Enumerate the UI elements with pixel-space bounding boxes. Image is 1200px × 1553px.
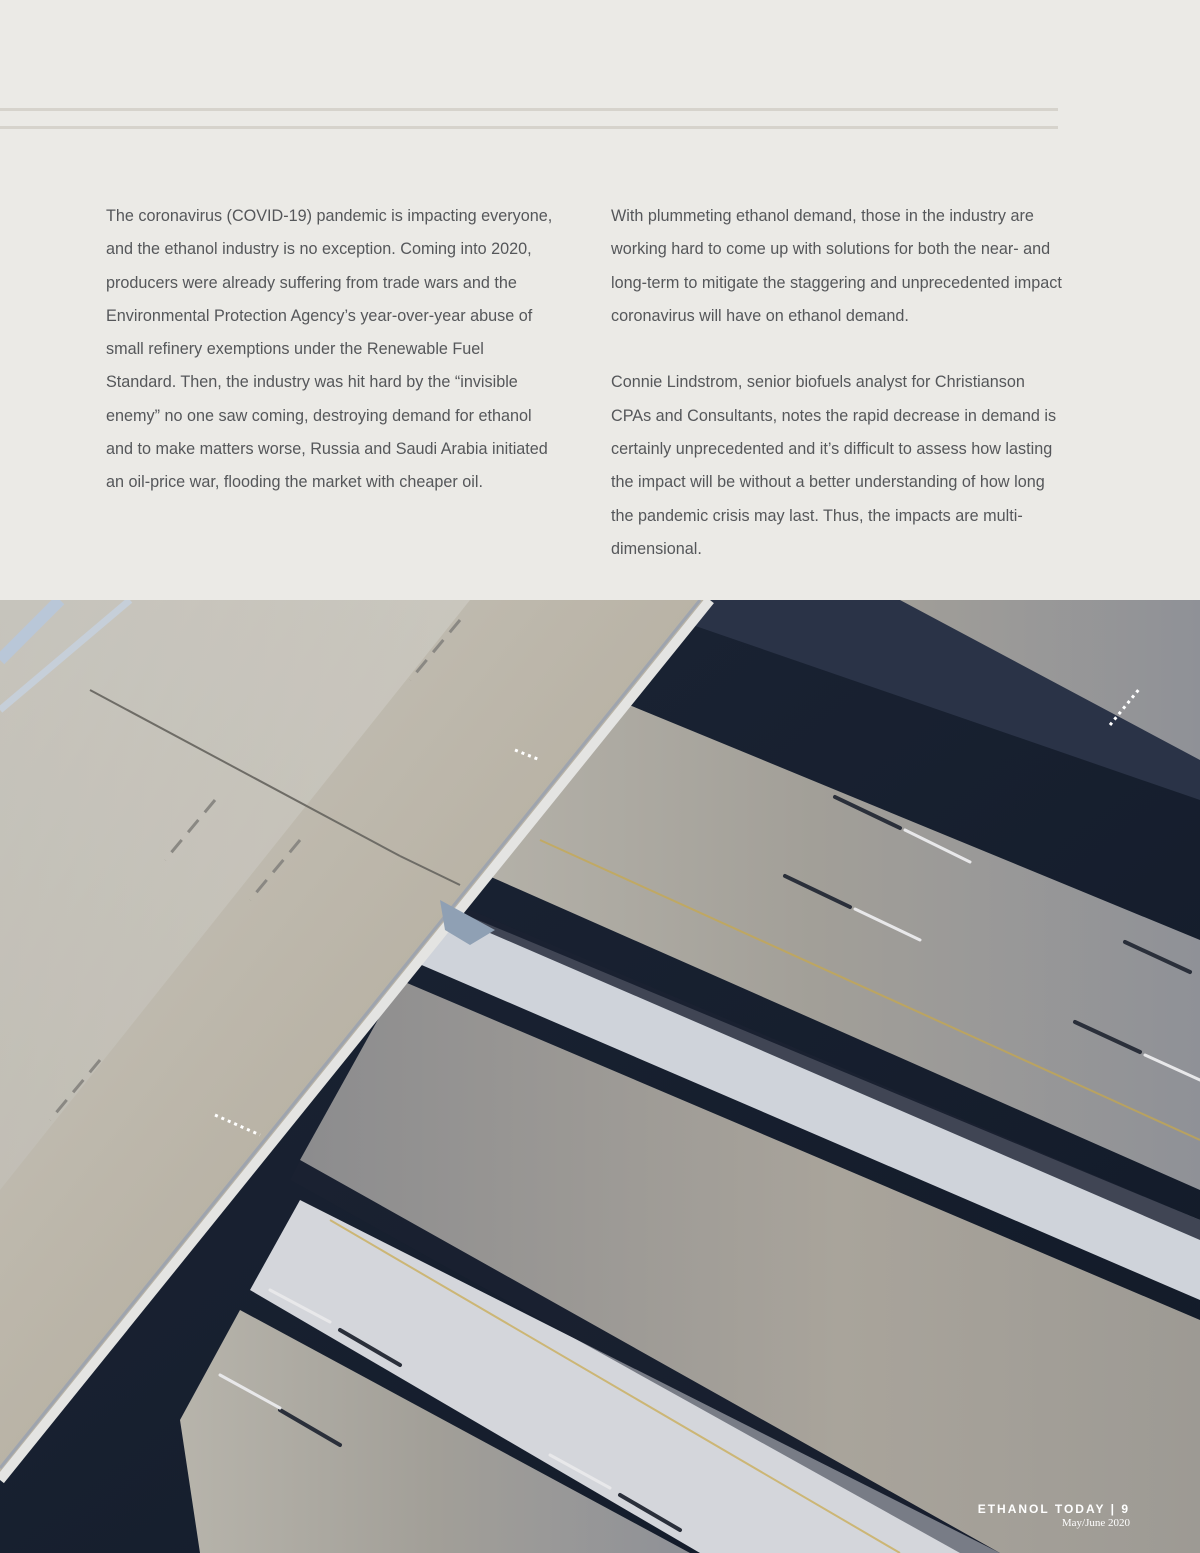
header-rule-top (0, 108, 1058, 111)
magazine-page-number: ETHANOL TODAY | 9 (977, 1502, 1130, 1516)
article-paragraph: Connie Lindstrom, senior biofuels analyst for Christianson CPAs and Consultants, notes the rapid decrease in demand is certainly unprecedented and it’s difficult to assess how lasting the impact will be without a better understanding of how long the pandemic crisis may last. Thus, the impacts are multi-dimensional. (611, 373, 1057, 558)
article-paragraph: The coronavirus (COVID-19) pandemic is impacting everyone, and the ethanol industry is no exception. Coming into 2020, producers were already suffering from trade wars and the Environmental Protection Agency’s year-over-year abuse of small refinery exemptions under the Renewable Fuel Standard. Then, the industry was hit hard by the “invisible enemy” no one saw coming, destroying demand for ethanol and to make matters worse, Russia and Saudi Arabia initiated an oil-price war, flooding the market with cheaper oil. (106, 207, 553, 492)
article-column-right (611, 200, 1063, 566)
header-rule-bottom (0, 126, 1058, 129)
page-footer (978, 1502, 1130, 1529)
issue-date: May/June 2020 (1061, 1517, 1130, 1529)
highway-overpass-photo (0, 600, 1200, 1553)
article-column-left (106, 200, 558, 500)
article-paragraph: With plummeting ethanol demand, those in the industry are working hard to come up with solutions for both the near- and long-term to mitigate the staggering and unprecedented impact coronavirus will have on ethanol demand. (611, 207, 1062, 325)
